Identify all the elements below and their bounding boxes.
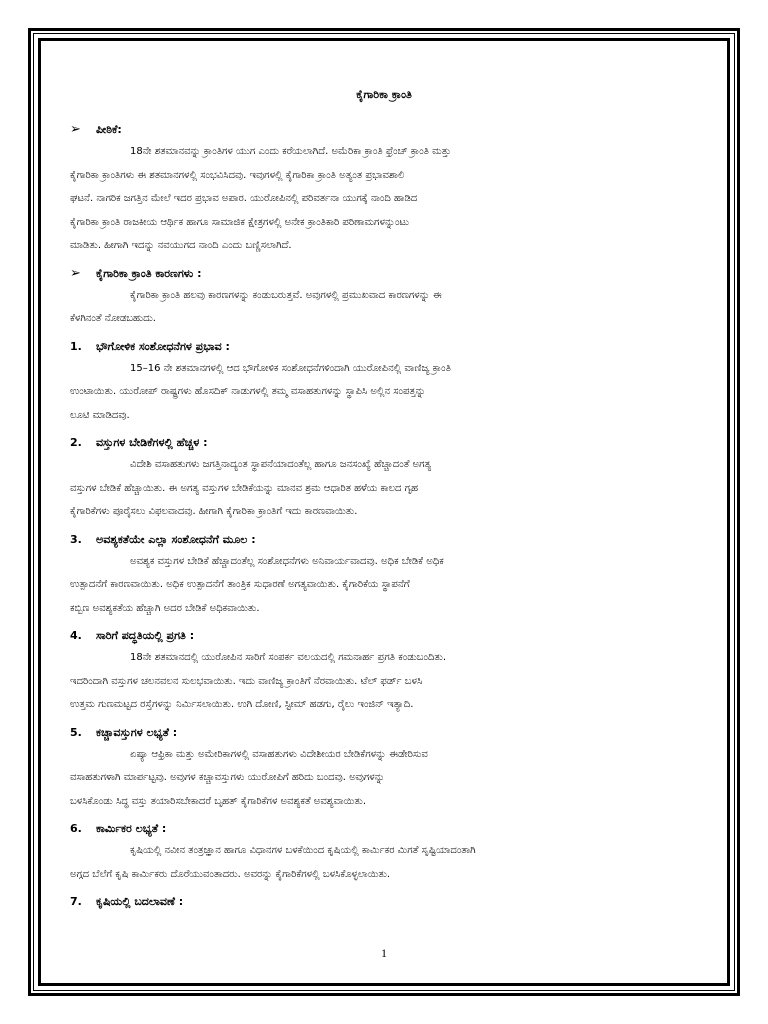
paragraph-line: ಕೈಗಾರಿಕಾ ಕ್ರಾಂತಿಗಳು ಈ ಶತಮಾನಗಳಲ್ಲಿ ಸಂಭವಿಸಿದವು. ಇವುಗಳಲ್ಲಿ ಕೈಗಾರಿಕಾ ಕ್ರಾಂತಿ ಅತ್ಯಂತ ಪ್ರಭಾವಶಾಲಿ [70, 169, 405, 181]
section-paragraph [70, 357, 698, 428]
paragraph-line: ಬಳಸಿಕೊಂಡು ಸಿದ್ಧ ವಸ್ತು ತಯಾರಿಸಬೇಕಾದರೆ ಬೃಹತ್ ಕೈಗಾರಿಕೆಗಳ ಅವಶ್ಯಕತೆ ಅವಶ್ಯವಾಯಿತು. [70, 795, 367, 807]
paragraph-line: ವಿದೇಶಿ ವಸಾಹತುಗಳು ಜಗತ್ತಿನಾದ್ಯಂತ ಸ್ಥಾಪನೆಯಾದಂತೆಲ್ಲ ಹಾಗೂ ಜನಸಂಖ್ಯೆ ಹೆಚ್ಚಾದಂತೆ ಅಗತ್ಯ [130, 459, 432, 470]
paragraph-line: ಉಂಟಾಯಿತು. ಯುರೋಪ್ ರಾಷ್ಟ್ರಗಳು ಹೊಸದಿಕ್ ನಾಡುಗಳಲ್ಲಿ ತಮ್ಮ ವಸಾಹತುಗಳನ್ನು ಸ್ಥಾಪಿಸಿ ಅಲ್ಲಿನ ಸಂಪತ್ತನ್ನು [70, 386, 426, 397]
section-number: 2. [70, 436, 82, 449]
arrow-bullet-icon: ➢ [70, 265, 81, 281]
section-number: 5. [70, 725, 82, 739]
paragraph-line: ವಸಾಹತುಗಳಾಗಿ ಮಾರ್ಪಟ್ಟವು. ಅವುಗಳ ಕಚ್ಚಾವಸ್ತುಗಳು ಯುರೋಪಿಗೆ ಹರಿದು ಬಂದವು. ಅವುಗಳನ್ನು [70, 772, 385, 783]
section-heading [70, 530, 698, 550]
paragraph-line: ಲೂಟಿ ಮಾಡಿದವು. [70, 409, 130, 421]
section-heading-text: ಸಾರಿಗೆ ಪದ್ಧತಿಯಲ್ಲಿ ಪ್ರಗತಿ : [96, 629, 195, 642]
section-heading-text: ಕೃಷಿಯಲ್ಲಿ ಬದಲಾವಣೆ : [96, 895, 184, 908]
section-number: 1. [70, 339, 82, 353]
sections-container [70, 120, 698, 912]
paragraph-line: ಕೆಳಗಿನಂತೆ ನೋಡಬಹುದು. [70, 313, 156, 324]
paragraph-line: 15–16 ನೇ ಶತಮಾನಗಳಲ್ಲಿ ಆದ ಭೌಗೋಳಿಕ ಸಂಶೋಧನೆಗಳಿಂದಾಗಿ ಯುರೋಪಿನಲ್ಲಿ ವಾಣಿಜ್ಯ ಕ್ರಾಂತಿ [130, 362, 451, 374]
section-number: 6. [70, 822, 82, 835]
section-heading [70, 819, 698, 839]
section-heading-text: ಕಚ್ಚಾವಸ್ತುಗಳ ಲಭ್ಯತೆ : [96, 725, 178, 739]
section-paragraph [70, 284, 698, 331]
paragraph-line: ಕಬ್ಬಿಣ ಅವಶ್ಯಕತೆಯ ಹೆಚ್ಚಾಗಿ ಅದರ ಬೇಡಿಕೆ ಅಧಿಕವಾಯಿತು. [70, 602, 260, 614]
section-heading-text: ಕೈಗಾರಿಕಾ ಕ್ರಾಂತಿ ಕಾರಣಗಳು : [96, 266, 202, 280]
paragraph-line: ಕೈಗಾರಿಕಾ ಕ್ರಾಂತಿ ಹಲವು ಕಾರಣಗಳನ್ನು ಕಂಡುಬರುತ್ತವೆ. ಅವುಗಳಲ್ಲಿ ಪ್ರಮುಖವಾದ ಕಾರಣಗಳನ್ನು ಈ [130, 289, 442, 301]
section-heading [70, 892, 698, 912]
paragraph-line: ಇದರಿಂದಾಗಿ ವಸ್ತುಗಳ ಚಲನವಲನ ಸುಲಭವಾಯಿತು. ಇದು ವಾಣಿಜ್ಯ ಕ್ರಾಂತಿಗೆ ನೆರವಾಯಿತು. ಟೆಲ್ ಫರ್ಡ್ ಬಳಸಿ [70, 675, 423, 687]
paragraph-line: 18ನೇ ಶತಮಾನವನ್ನು ಕ್ರಾಂತಿಗಳ ಯುಗ ಎಂದು ಕರೆಯಲಾಗಿದೆ. ಅಮೆರಿಕಾ ಕ್ರಾಂತಿ ಫ್ರೆಂಚ್ ಕ್ರಾಂತಿ ಮತ್ತು [130, 146, 451, 157]
paragraph-line: ಏಷ್ಯಾ ಆಫ್ರಿಕಾ ಮತ್ತು ಅಮೇರಿಕಾಗಳಲ್ಲಿ ವಸಾಹತುಗಳು ವಿದೇಶೀಯರ ಬೇಡಿಕೆಗಳನ್ನು ಈಡೇರಿಸುವ [130, 748, 428, 760]
section-heading-text: ಪೀಠಿಕೆ: [96, 123, 122, 136]
arrow-bullet-icon: ➢ [70, 122, 81, 137]
paragraph-line: ಉತ್ಪಾದನೆಗೆ ಕಾರಣವಾಯಿತು. ಅಧಿಕ ಉತ್ಪಾದನೆಗೆ ತಾಂತ್ರಿಕ ಸುಧಾರಣೆ ಅಗತ್ಯವಾಯಿತು. ಕೈಗಾರಿಕೆಯ ಸ್ಥಾಪನೆಗೆ [70, 579, 410, 590]
section-heading-text: ಅವಶ್ಯಕತೆಯೇ ಎಲ್ಲಾ ಸಂಶೋಧನೆಗೆ ಮೂಲ : [96, 532, 256, 546]
paragraph-line: ವಸ್ತುಗಳ ಬೇಡಿಕೆ ಹೆಚ್ಚಾಯಿತು. ಈ ಅಗತ್ಯ ವಸ್ತುಗಳ ಬೇಡಿಕೆಯನ್ನು ಮಾನವ ಶ್ರಮ ಆಧಾರಿತ ಹಳೆಯ ಕಾಲದ ಗೃಹ [70, 482, 419, 494]
paragraph-line: ಅವಶ್ಯಕ ವಸ್ತುಗಳ ಬೇಡಿಕೆ ಹೆಚ್ಚಾದಂತೆಲ್ಲ ಸಂಶೋಧನೆಗಳು ಅನಿವಾರ್ಯವಾದವು. ಅಧಿಕ ಬೇಡಿಕೆ ಅಧಿಕ [130, 555, 444, 567]
section-heading-text: ಭೌಗೋಳಿಕ ಸಂಶೋಧನೆಗಳ ಪ್ರಭಾವ : [96, 339, 230, 353]
section-number: 4. [70, 629, 82, 642]
paragraph-line: ಕೃಷಿಯಲ್ಲಿ ನವೀನ ತಂತ್ರಜ್ಞಾನ ಹಾಗೂ ವಿಧಾನಗಳ ಬಳಕೆಯಿಂದ ಕೃಷಿಯಲ್ಲಿ ಕಾರ್ಮಿಕರ ಮಿಗತೆ ಸೃಷ್ಟಿಯಾದಂತಾಗಿ [130, 845, 476, 856]
section-paragraph [70, 743, 698, 814]
section-heading [70, 433, 698, 453]
page-number: 1 [381, 946, 387, 960]
section-paragraph [70, 550, 698, 621]
document-body [70, 86, 698, 912]
section-heading [70, 626, 698, 646]
paragraph-line: ಕೈಗಾರಿಕೆಗಳು ಪೂರೈಸಲು ವಿಫಲವಾದವು. ಹೀಗಾಗಿ ಕೈಗಾರಿಕಾ ಕ್ರಾಂತಿಗೆ ಇದು ಕಾರಣವಾಯಿತು. [70, 506, 358, 517]
section-number: 3. [70, 532, 82, 546]
document-title: ಕೈಗಾರಿಕಾ ಕ್ರಾಂತಿ [356, 88, 412, 101]
paragraph-line: ಮಾಡಿತು. ಹೀಗಾಗಿ ಇದನ್ನು ನವಯುಗದ ನಾಂದಿ ಎಂದು ಬಣ್ಣಿಸಲಾಗಿದೆ. [70, 240, 292, 251]
section-number: 7. [70, 895, 82, 908]
section-heading-text: ವಸ್ತುಗಳ ಬೇಡಿಕೆಗಳಲ್ಲಿ ಹೆಚ್ಚಳ : [96, 436, 208, 449]
section-paragraph [70, 839, 698, 886]
section-paragraph [70, 453, 698, 524]
section-heading [70, 723, 698, 743]
section-heading [70, 337, 698, 357]
section-heading-text: ಕಾರ್ಮಿಕರ ಲಭ್ಯತೆ : [96, 822, 167, 835]
section-paragraph [70, 140, 698, 258]
paragraph-line: ಘಟನೆ. ನಾಗರಿಕ ಜಗತ್ತಿನ ಮೇಲೆ ಇದರ ಪ್ರಭಾವ ಅಪಾರ. ಯುರೋಪಿನಲ್ಲಿ ಪರಿವರ್ತನಾ ಯುಗಕ್ಕೆ ನಾಂದಿ ಹಾಡಿದ [70, 193, 418, 204]
paragraph-line: ಉತ್ತಮ ಗುಣಮಟ್ಟದ ರಸ್ತೆಗಳನ್ನು ನಿರ್ಮಿಸಲಾಯಿತು. ಉಗಿ ದೋಣಿ, ಸ್ಟೀಮ್ ಹಡಗು, ರೈಲು ಇಂಜಿನ್ ಇತ್ಯಾದಿ. [70, 699, 414, 710]
section-paragraph [70, 646, 698, 717]
paragraph-line: 18ನೇ ಶತಮಾನದಲ್ಲಿ ಯುರೋಪಿನ ಸಾರಿಗೆ ಸಂಪರ್ಕ ವಲಯದಲ್ಲಿ ಗಮನಾರ್ಹ ಪ್ರಗತಿ ಕಂಡುಬಂದಿತು. [130, 652, 447, 663]
paragraph-line: ಕೈಗಾರಿಕಾ ಕ್ರಾಂತಿ ರಾಜಕೀಯ ಆರ್ಥಿಕ ಹಾಗೂ ಸಾಮಾಜಿಕ ಕ್ಷೇತ್ರಗಳಲ್ಲಿ ಅನೇಕ ಕ್ರಾಂತಿಕಾರಿ ಪರಿಣಾಮಗಳನ್ನುಂಟು [70, 216, 410, 228]
section-heading [70, 120, 698, 140]
paragraph-line: ಅಗ್ಗದ ಬೆಲೆಗೆ ಕೃಷಿ ಕಾರ್ಮಿಕರು ದೊರೆಯುವಂತಾದರು. ಅವರನ್ನು ಕೈಗಾರಿಕೆಗಳಲ್ಲಿ ಬಳಸಿಕೊಳ್ಳಲಾಯಿತು. [70, 868, 391, 880]
section-heading [70, 264, 698, 284]
